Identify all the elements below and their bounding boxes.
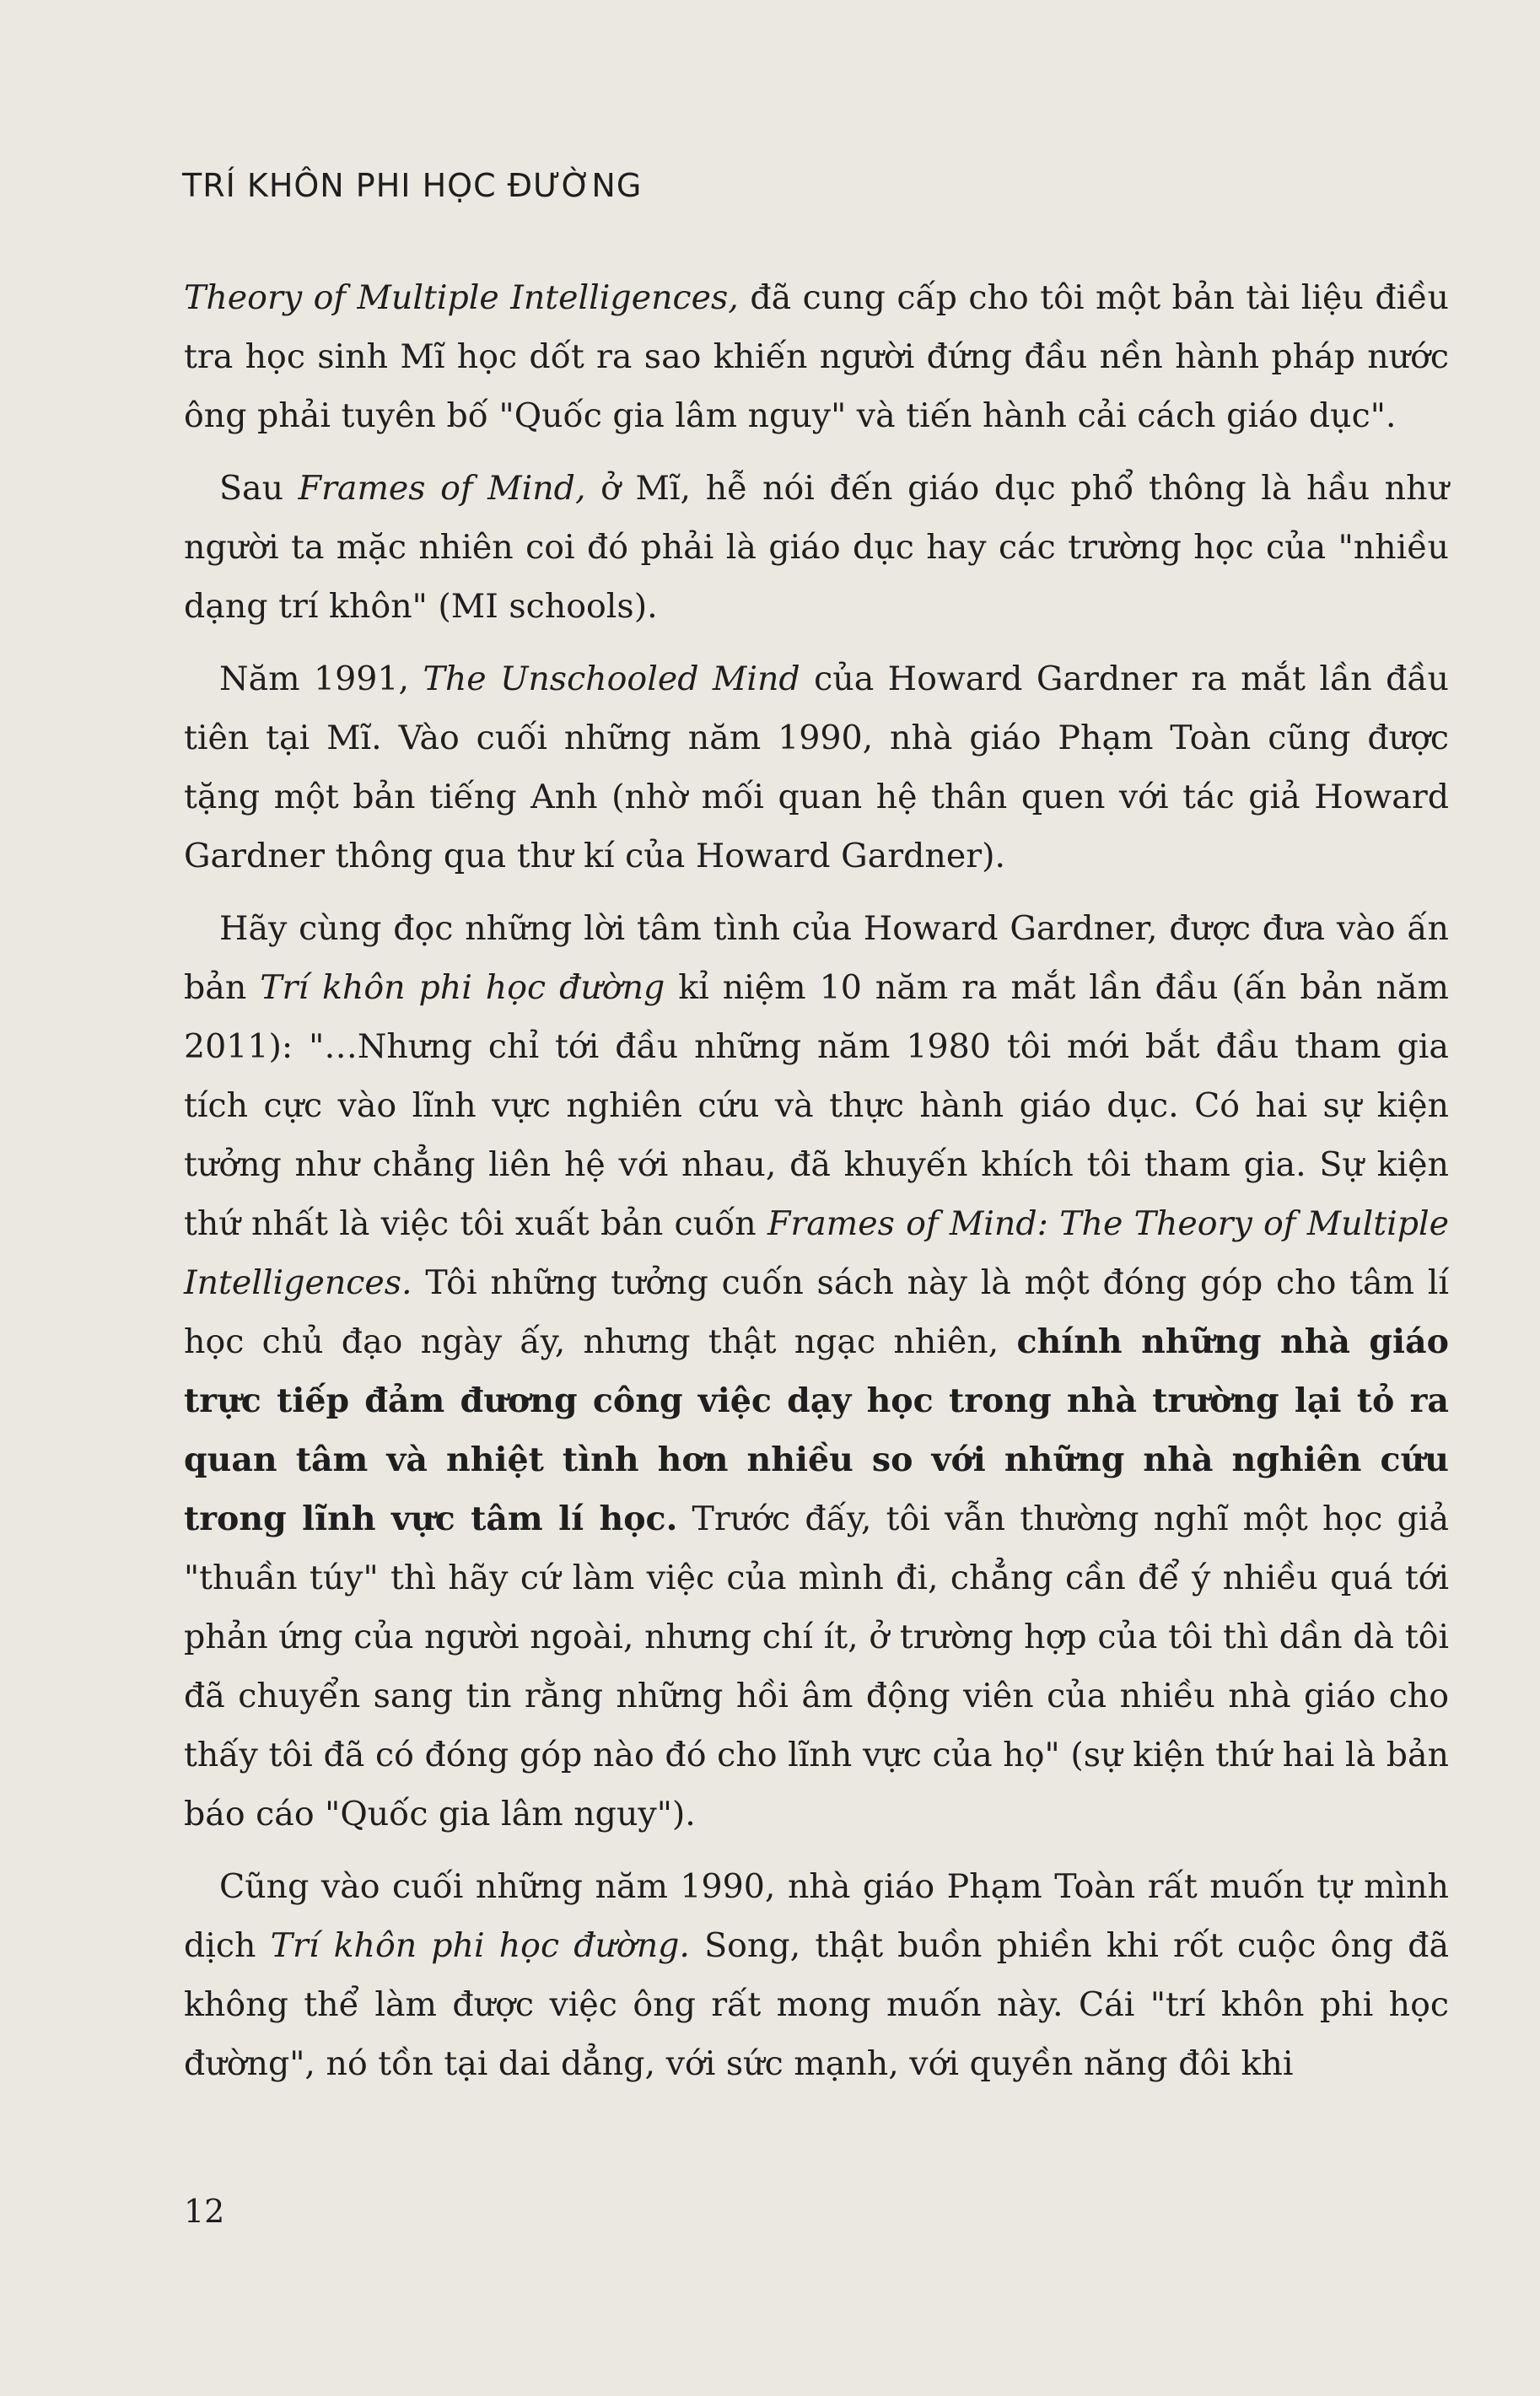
text-run: Trí khôn phi học đường. bbox=[270, 1926, 690, 1965]
page-number: 12 bbox=[184, 2193, 225, 2230]
text-run: Hãy cùng đọc những lời tâm tình của Howard Gardner, được đưa vào ấn bản bbox=[184, 909, 1449, 1007]
paragraph-4 bbox=[184, 899, 1449, 1844]
paragraph-3 bbox=[184, 649, 1449, 886]
text-run: Song, thật buồn phiền khi rốt cuộc ông đã không thể làm được việc ông rất mong muốn này. Cái "trí khôn phi học đường", nó tồn tại dai dẳng, với sức mạnh, với quyền năng đôi khi bbox=[184, 1926, 1449, 2083]
text-run: Trước đấy, tôi vẫn thường nghĩ một học giả "thuần túy" thì hãy cứ làm việc của mình đi, chẳng cần để ý nhiều quá tới phản ứng của người ngoài, nhưng chí ít, ở trường hợp của tôi thì dần dà tôi đã chuyển sang tin rằng những hồi âm động viên của nhiều nhà giáo cho thấy tôi đã có đóng góp nào đó cho lĩnh vực của họ" (sự kiện thứ hai là bản báo cáo "Quốc gia lâm nguy"). bbox=[184, 1500, 1449, 1833]
text-run: Tôi những tưởng cuốn sách này là một đóng góp cho tâm lí học chủ đạo ngày ấy, nhưng thật ngạc nhiên, bbox=[184, 1263, 1449, 1361]
running-head: TRÍ KHÔN PHI HỌC ĐƯỜNG bbox=[182, 167, 643, 204]
text-run: Trí khôn phi học đường bbox=[260, 968, 665, 1007]
text-run: chính những nhà giáo trực tiếp đảm đương công việc dạy học trong nhà trường lại tỏ ra quan tâm và nhiệt tình hơn nhiều so với những nhà nghiên cứu trong lĩnh vực tâm lí học. bbox=[184, 1322, 1449, 1538]
text-run: kỉ niệm 10 năm ra mắt lần đầu (ấn bản năm 2011): "…Nhưng chỉ tới đầu những năm 1980 tôi mới bắt đầu tham gia tích cực vào lĩnh vực nghiên cứu và thực hành giáo dục. Có hai sự kiện tưởng như chẳng liên hệ với nhau, đã khuyến khích tôi tham gia. Sự kiện thứ nhất là việc tôi xuất bản cuốn bbox=[184, 968, 1449, 1243]
paragraph-1 bbox=[184, 268, 1449, 445]
body-text bbox=[184, 268, 1449, 2107]
text-run: Sau bbox=[219, 469, 299, 508]
text-run: Năm 1991, bbox=[219, 660, 423, 698]
text-run: Cũng vào cuối những năm 1990, nhà giáo Phạm Toàn rất muốn tự mình dịch bbox=[184, 1867, 1449, 1965]
text-run: Frames of Mind: The Theory of Multiple Intelligences. bbox=[184, 1204, 1450, 1302]
paragraph-5 bbox=[184, 1857, 1449, 2093]
text-run: ở Mĩ, hễ nói đến giáo dục phổ thông là hầu như người ta mặc nhiên coi đó phải là giáo dục hay các trường học của "nhiều dạng trí khôn" (MI schools). bbox=[184, 469, 1449, 626]
text-run: Theory of Multiple Intelligences, bbox=[184, 278, 739, 317]
text-run: của Howard Gardner ra mắt lần đầu tiên tại Mĩ. Vào cuối những năm 1990, nhà giáo Phạm Toàn cũng được tặng một bản tiếng Anh (nhờ mối quan hệ thân quen với tác giả Howard Gardner thông qua thư kí của Howard Gardner). bbox=[184, 660, 1449, 875]
paragraph-2 bbox=[184, 459, 1449, 636]
text-run: đã cung cấp cho tôi một bản tài liệu điều tra học sinh Mĩ học dốt ra sao khiến người đứng đầu nền hành pháp nước ông phải tuyên bố "Quốc gia lâm nguy" và tiến hành cải cách giáo dục". bbox=[184, 278, 1449, 435]
text-run: The Unschooled Mind bbox=[423, 660, 800, 698]
text-run: Frames of Mind, bbox=[298, 469, 586, 508]
